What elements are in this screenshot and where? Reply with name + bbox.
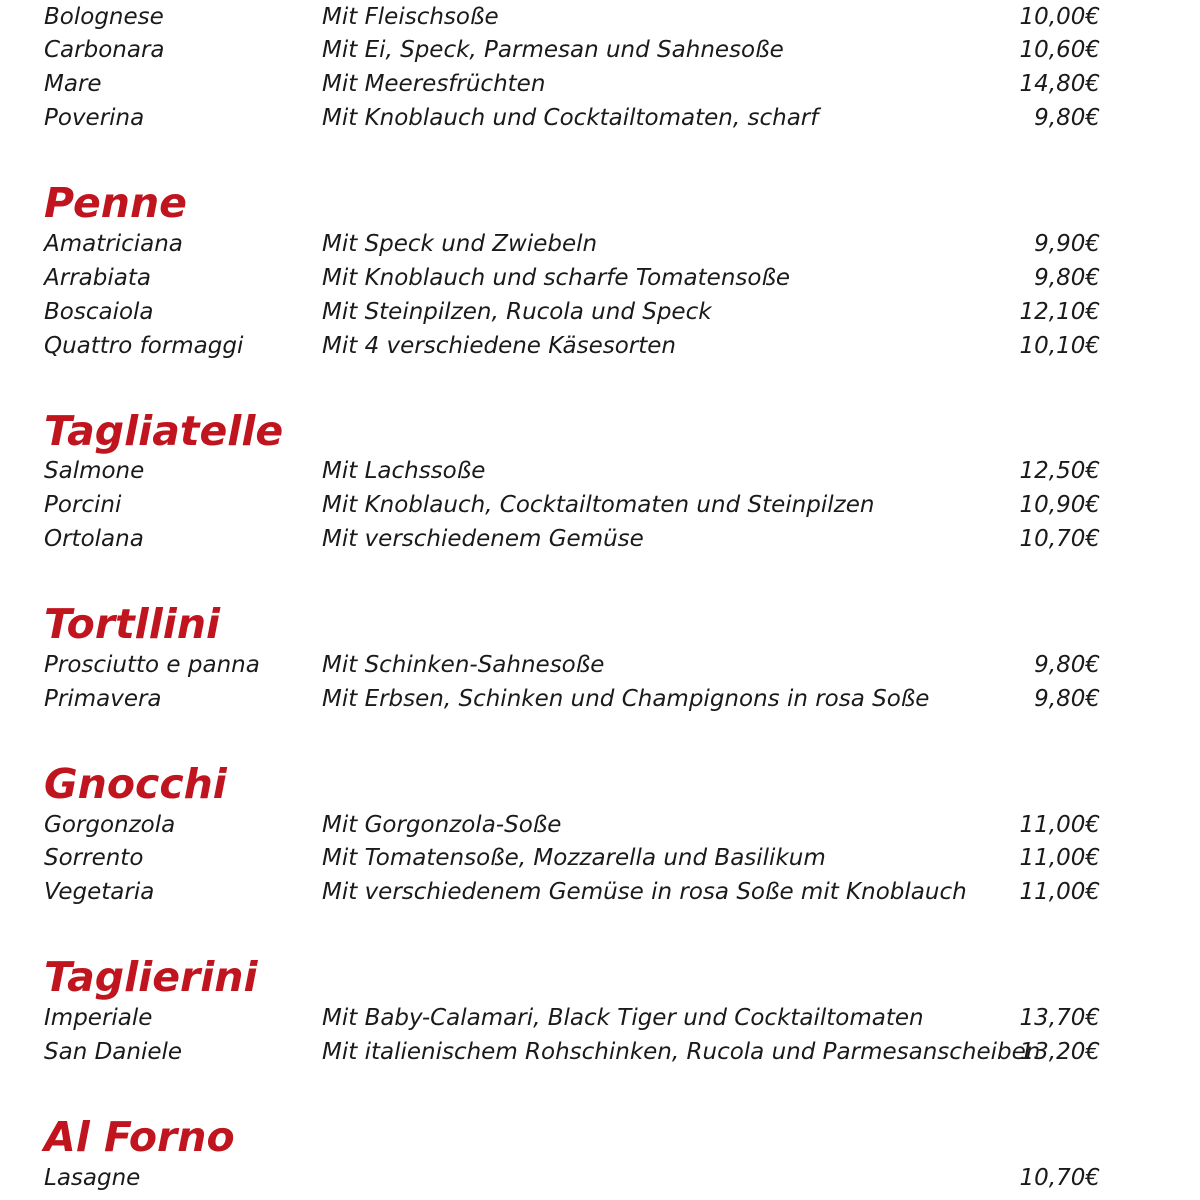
item-price: 10,10€ — [1019, 333, 1100, 359]
menu-item — [0, 101, 1200, 135]
item-name: Porcini — [44, 492, 122, 518]
item-description: Mit Steinpilzen, Rucola und Speck — [322, 299, 712, 325]
item-name: Carbonara — [44, 37, 165, 63]
item-name: Bolognese — [44, 4, 164, 30]
item-name: Sorrento — [44, 845, 144, 871]
menu-item — [0, 682, 1200, 716]
menu-item — [0, 1161, 1200, 1195]
item-description: Mit Knoblauch und Cocktailtomaten, scharf — [322, 105, 819, 131]
item-description: Mit Gorgonzola-Soße — [322, 812, 562, 838]
menu-item — [0, 648, 1200, 682]
item-name: San Daniele — [44, 1039, 183, 1065]
item-price: 10,90€ — [1019, 492, 1100, 518]
item-description: Mit Fleischsoße — [322, 4, 499, 30]
section-heading-tagliatelle: Tagliatelle — [44, 407, 284, 455]
menu-item — [0, 227, 1200, 261]
section-heading-tortellini: Tortllini — [44, 600, 221, 648]
item-name: Boscaiola — [44, 299, 154, 325]
item-name: Amatriciana — [44, 231, 183, 257]
item-price: 14,80€ — [1019, 71, 1100, 97]
item-price: 10,70€ — [1019, 1165, 1100, 1191]
item-description: Mit Speck und Zwiebeln — [322, 231, 598, 257]
item-price: 11,00€ — [1019, 879, 1100, 905]
item-price: 9,80€ — [1034, 105, 1100, 131]
item-price: 10,70€ — [1019, 526, 1100, 552]
item-description: Mit verschiedenem Gemüse in rosa Soße mit Knoblauch — [322, 879, 967, 905]
menu-item — [0, 1035, 1200, 1069]
item-name: Gorgonzola — [44, 812, 176, 838]
menu-item — [0, 841, 1200, 875]
menu-item — [0, 295, 1200, 329]
item-description: Mit Schinken-Sahnesoße — [322, 652, 605, 678]
item-name: Imperiale — [44, 1005, 153, 1031]
item-description: Mit Ei, Speck, Parmesan und Sahnesoße — [322, 37, 784, 63]
item-description: Mit Baby-Calamari, Black Tiger und Cocktailtomaten — [322, 1005, 924, 1031]
menu-item — [0, 67, 1200, 101]
item-description: Mit 4 verschiedene Käsesorten — [322, 333, 677, 359]
item-price: 12,10€ — [1019, 299, 1100, 325]
menu-item — [0, 0, 1200, 34]
item-name: Salmone — [44, 458, 145, 484]
item-price: 10,00€ — [1019, 4, 1100, 30]
item-price: 11,00€ — [1019, 845, 1100, 871]
item-name: Prosciutto e panna — [44, 652, 260, 678]
item-name: Lasagne — [44, 1165, 141, 1191]
item-description: Mit verschiedenem Gemüse — [322, 526, 644, 552]
item-price: 9,80€ — [1034, 686, 1100, 712]
item-name: Primavera — [44, 686, 162, 712]
section-heading-gnocchi: Gnocchi — [44, 760, 227, 808]
item-description: Mit Erbsen, Schinken und Champignons in rosa Soße — [322, 686, 930, 712]
item-name: Mare — [44, 71, 102, 97]
menu-item — [0, 488, 1200, 522]
section-heading-taglierini: Taglierini — [44, 953, 258, 1001]
section-heading-al-forno: Al Forno — [44, 1113, 235, 1161]
item-price: 12,50€ — [1019, 458, 1100, 484]
item-name: Quattro formaggi — [44, 333, 244, 359]
item-name: Vegetaria — [44, 879, 155, 905]
item-name: Ortolana — [44, 526, 144, 552]
menu-item — [0, 875, 1200, 909]
item-description: Mit italienischem Rohschinken, Rucola und Parmesanscheiben — [322, 1039, 1041, 1065]
menu-item — [0, 808, 1200, 842]
menu-item — [0, 454, 1200, 488]
item-price: 10,60€ — [1019, 37, 1100, 63]
item-description: Mit Tomatensoße, Mozzarella und Basilikum — [322, 845, 826, 871]
menu-item — [0, 33, 1200, 67]
item-price: 13,20€ — [1019, 1039, 1100, 1065]
item-name: Arrabiata — [44, 265, 151, 291]
menu-item — [0, 522, 1200, 556]
menu-item — [0, 1001, 1200, 1035]
item-description: Mit Knoblauch, Cocktailtomaten und Steinpilzen — [322, 492, 875, 518]
item-price: 9,80€ — [1034, 652, 1100, 678]
item-name: Poverina — [44, 105, 145, 131]
item-price: 11,00€ — [1019, 812, 1100, 838]
item-description: Mit Lachssoße — [322, 458, 486, 484]
menu-item — [0, 261, 1200, 295]
item-price: 9,80€ — [1034, 265, 1100, 291]
item-price: 13,70€ — [1019, 1005, 1100, 1031]
item-description: Mit Meeresfrüchten — [322, 71, 546, 97]
item-description: Mit Knoblauch und scharfe Tomatensoße — [322, 265, 791, 291]
menu-item — [0, 329, 1200, 363]
section-heading-penne: Penne — [44, 179, 187, 227]
item-price: 9,90€ — [1034, 231, 1100, 257]
